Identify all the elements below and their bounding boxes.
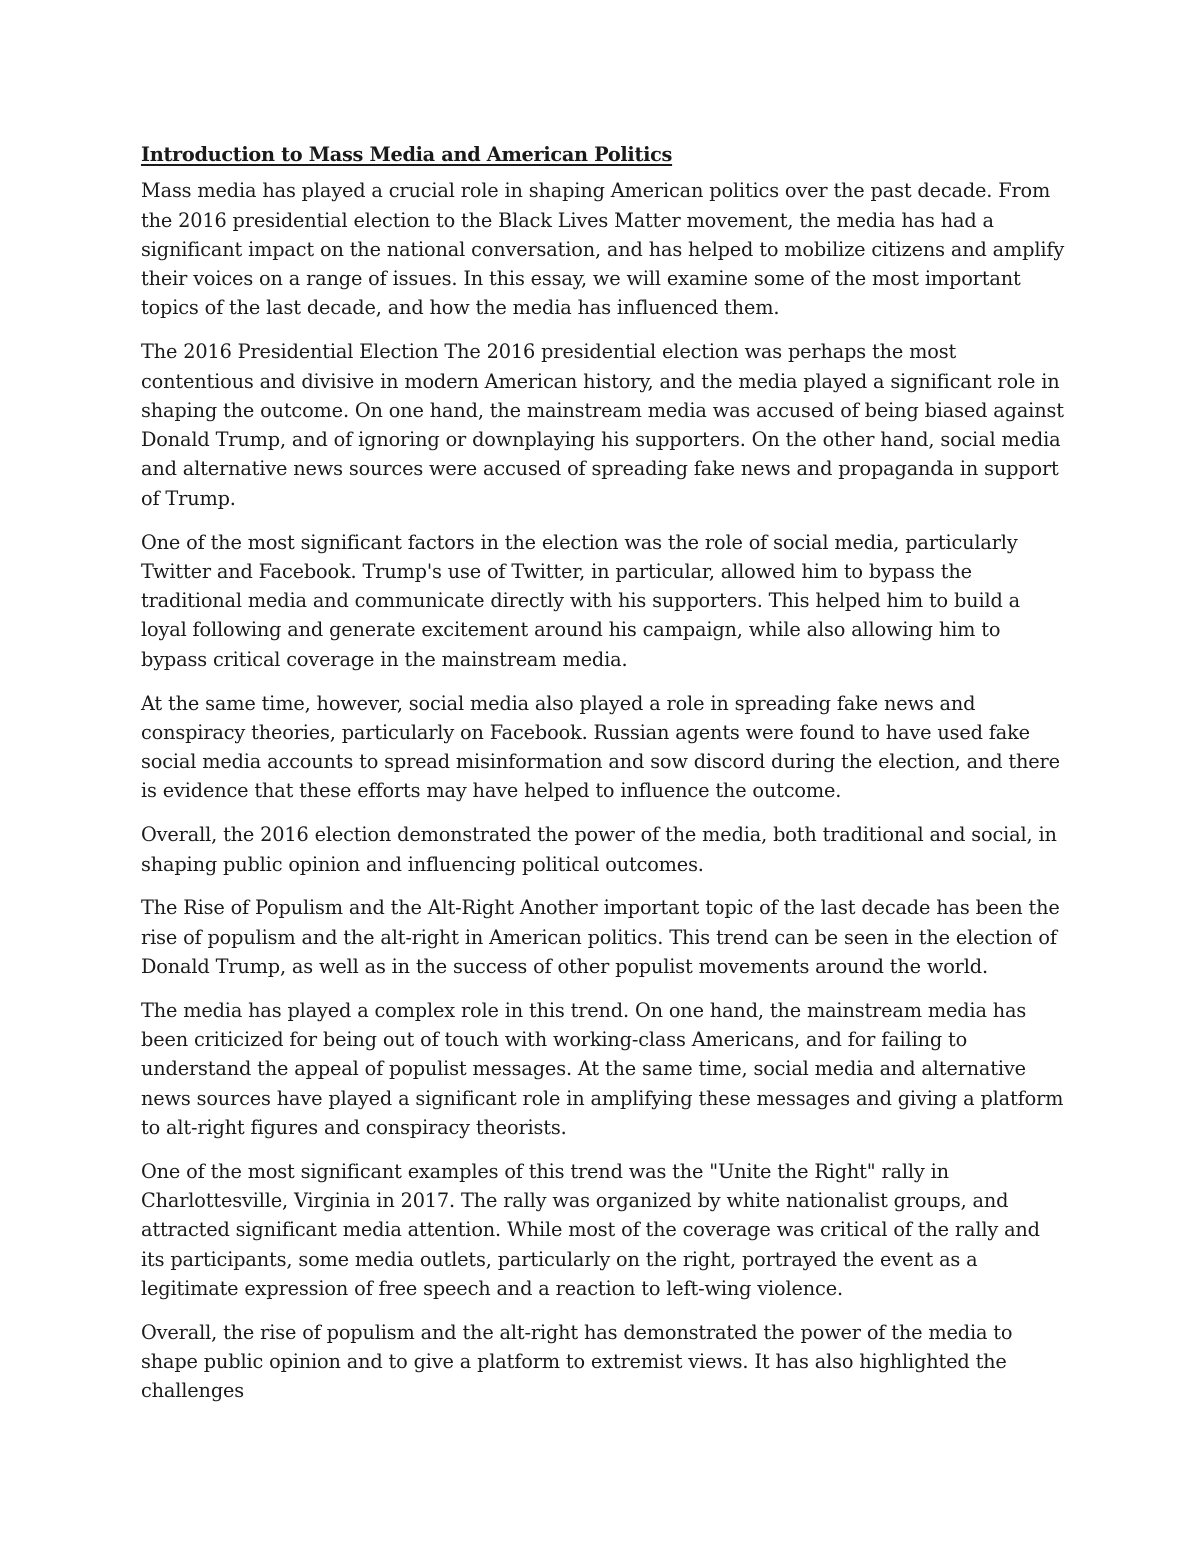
paragraph-populism: The Rise of Populism and the Alt-Right Another important topic of the last decade has been the rise of populism and the alt-right in American politics. This trend can be seen in the election of Donald Trump, as well as in the success of other populist movements around the world. [141,896,1060,978]
paragraph-populism-overall: Overall, the rise of populism and the alt-right has demonstrated the power of the media to shape public opinion and to give a platform to extremist views. It has also highlighted the challenges [141,1320,1013,1403]
paragraph-election-overall: Overall, the 2016 election demonstrated the power of the media, both traditional and social, in shaping public opinion and influencing political outcomes. [141,823,1057,876]
paragraph-media-complex-role: The media has played a complex role in this trend. On one hand, the mainstream media has been criticized for being out of touch with working-class Americans, and for failing to understand the appeal of populist messages. At the same time, social media and alternative news sources have played a significant role in amplifying these messages and giving a platform to alt-right figures and conspiracy theorists. [141,998,1064,1139]
paragraph-introduction: Mass media has played a crucial role in shaping American politics over the past decade. From the 2016 presidential election to the Black Lives Matter movement, the media has had a significant impact on the national conversation, and has helped to mobilize citizens and amplify their voices on a range of issues. In this essay, we will examine some of the most important topics of the last decade, and how the media has influenced them. [141,179,1065,320]
paragraph-social-media-role: One of the most significant factors in the election was the role of social media, particularly Twitter and Facebook. Trump's use of Twitter, in particular, allowed him to bypass the traditional media and communicate directly with his supporters. This helped him to build a loyal following and generate excitement around his campaign, while also allowing him to bypass critical coverage in the mainstream media. [141,530,1021,671]
paragraph-charlottesville: One of the most significant examples of this trend was the "Unite the Right" rally in Charlottesville, Virginia in 2017. The rally was organized by white nationalist groups, and attracted significant media attention. While most of the coverage was critical of the rally and its participants, some media outlets, particularly on the right, portrayed the event as a legitimate expression of free speech and a reaction to left-wing violence. [141,1159,1040,1300]
paragraph-fake-news: At the same time, however, social media also played a role in spreading fake news and conspiracy theories, particularly on Facebook. Russian agents were found to have used fake social media accounts to spread misinformation and sow discord during the election, and there is evidence that these efforts may have helped to influence the outcome. [141,691,1060,803]
paragraph-2016-election: The 2016 Presidential Election The 2016 presidential election was perhaps the most contentious and divisive in modern American history, and the media played a significant role in shaping the outcome. On one hand, the mainstream media was accused of being biased against Donald Trump, and of ignoring or downplaying his supporters. On the other hand, social media and alternative news sources were accused of spreading fake news and propaganda in support of Trump. [141,340,1064,510]
document-title: Introduction to Mass Media and American Politics [141,143,673,166]
document-body [141,140,1067,1420]
